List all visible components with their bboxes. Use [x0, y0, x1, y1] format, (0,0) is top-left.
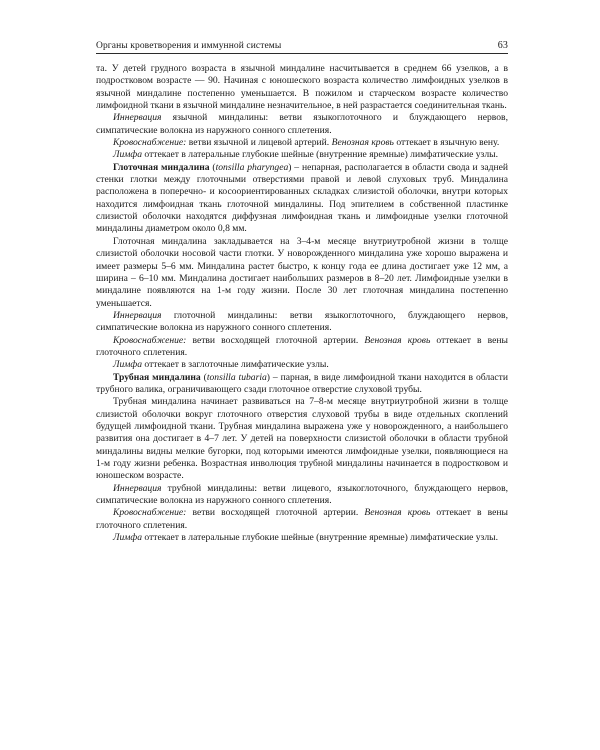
term-heading: Трубная миндалина	[113, 371, 201, 383]
running-head-title: Органы кроветворения и иммунной системы	[96, 41, 282, 51]
page-number: 63	[497, 40, 508, 51]
paragraph	[96, 396, 508, 482]
text-run: оттекает в язычную вену.	[393, 137, 500, 149]
paragraph	[96, 162, 508, 236]
text-run: оттекает в латеральные глубокие шейные (внутренние яремные) лимфатические узлы.	[142, 149, 498, 161]
emphasis-text: Иннервация	[113, 112, 162, 124]
text-run: ) – парная, в виде лимфоидной ткани находится в области трубного валика, ограничивающего сзади глоточное отверстие слуховой трубы.	[96, 371, 509, 395]
emphasis-text: tonsilla pharyngea	[215, 161, 289, 173]
paragraph	[96, 507, 508, 532]
emphasis-text: Иннервация	[113, 309, 162, 321]
term-heading: Глоточная миндалина	[113, 161, 210, 173]
text-run: ветви язычной и лицевой артерий.	[186, 137, 332, 149]
body-text	[96, 63, 508, 544]
paragraph	[96, 335, 508, 360]
text-run: та. У детей грудного возраста в язычной миндалине насчитывается в среднем 66 узелков, а в подростковом возрасте — 90. Начиная с юношеского возраста количество лимфоидных узелков в язычной миндалине постепенно уменьшается. В пожилом и старческом возрасте количество лимфоидной ткани в язычной миндалине незначительное, в ней разрастается соединительная ткань.	[96, 63, 508, 112]
emphasis-text: Кровоснабжение:	[113, 507, 187, 519]
text-run: оттекает в вены глоточного сплетения.	[96, 334, 508, 358]
paragraph	[96, 112, 508, 137]
emphasis-text: Лимфа	[113, 149, 143, 161]
emphasis-text: Венозная кровь	[364, 507, 431, 519]
paragraph	[96, 310, 508, 335]
text-run: Трубная миндалина начинает развиваться на 7–8-м месяце внутриутробной жизни в толще слизистой оболочки вокруг глоточного отверстия слуховой трубы в виде отдельных скоплений будущей лимфоидной ткани. Трубная миндалина выражена уже у новорожденного, а наибольшего развития она достигает в 4–7 лет. У детей на поверхности слизистой оболочки в области трубной миндалины видны мелкие бугорки, под которыми имеются лимфоидные узелки, появляющиеся на 1-м году жизни ребенка. Возрастная инволюция трубной миндалины начинается в подростковом и юношеском возрасте.	[96, 396, 508, 482]
text-run: оттекает в заглоточные лимфатические узлы.	[142, 359, 329, 371]
text-run: оттекает в латеральные глубокие шейные (внутренние яремные) лимфатические узлы.	[142, 532, 498, 544]
emphasis-text: Лимфа	[113, 532, 143, 544]
page-content	[96, 40, 508, 544]
paragraph	[96, 372, 508, 397]
text-run: оттекает в вены глоточного сплетения.	[96, 507, 508, 531]
running-head	[96, 40, 508, 51]
emphasis-text: Иннервация	[113, 482, 162, 494]
emphasis-text: Кровоснабжение:	[113, 334, 187, 346]
text-run: ) – непарная, располагается в области свода и задней стенки глотки между глоточными отверстиями правой и левой слуховых труб. Миндалина расположена в поперечно- и косоориентированных складках слизистой оболочки, внутри которых находится лимфоидная ткань глоточной миндалины. Под эпителием в собственной пластинке слизистой оболочки находятся диффузная лимфоидная ткань и лимфоидные узелки глоточной миндалины диаметром около 0,8 мм.	[96, 161, 508, 235]
paragraph	[96, 359, 508, 371]
header-divider	[96, 53, 508, 54]
paragraph	[96, 137, 508, 149]
text-run: ветви восходящей глоточной артерии.	[186, 334, 365, 346]
emphasis-text: Кровоснабжение:	[113, 137, 187, 149]
paragraph	[96, 149, 508, 161]
paragraph	[96, 483, 508, 508]
text-run: (	[209, 161, 216, 173]
paragraph	[96, 532, 508, 544]
text-run: язычной миндалины: ветви языкоглоточного и блуждающего нервов, симпатические волокна из наружного сонного сплетения.	[96, 112, 508, 136]
emphasis-text: Венозная кровь	[364, 334, 431, 346]
paragraph	[96, 63, 508, 112]
paragraph	[96, 236, 508, 310]
text-run: Глоточная миндалина закладывается на 3–4-м месяце внутриутробной жизни в толще слизистой оболочки носовой части глотки. У новорожденного миндалина уже хорошо выражена и имеет размеры 5–6 мм. Миндалина растет быстро, к концу года ее длина достигает уже 12 мм, а ширина – 6–10 мм. Миндалина достигает наибольших размеров в 8–20 лет. Лимфоидные узелки в миндалине появляются на 1-м году жизни. После 30 лет глоточная миндалина постепенно уменьшается.	[96, 235, 508, 309]
text-run: глоточной миндалины: ветви языкоглоточного, блуждающего нервов, симпатические волокна из наружного сонного сплетения.	[96, 309, 508, 334]
emphasis-text: tonsilla tubaria	[206, 371, 267, 383]
text-run: трубной миндалины: ветви лицевого, языкоглоточного, блуждающего нервов, симпатические волокна из наружного сонного сплетения.	[96, 482, 508, 507]
emphasis-text: Венозная кровь	[331, 137, 394, 149]
text-run: (	[200, 371, 207, 383]
emphasis-text: Лимфа	[113, 359, 143, 371]
text-run: ветви восходящей глоточной артерии.	[186, 507, 365, 519]
